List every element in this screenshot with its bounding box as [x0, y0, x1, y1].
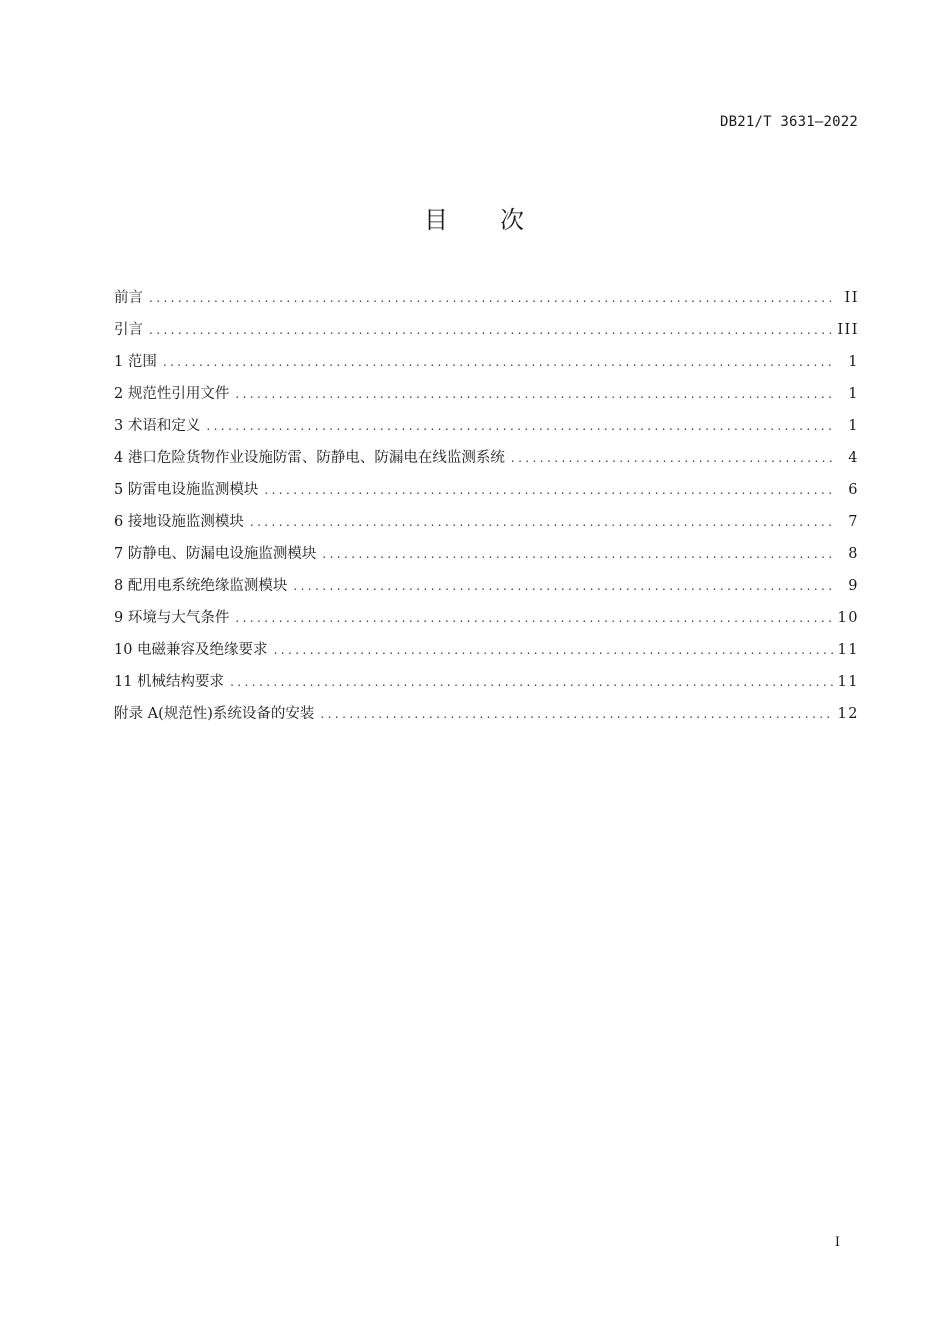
toc-entry-page: 8	[848, 546, 859, 562]
toc-entry-foreword[interactable]	[114, 286, 859, 318]
toc-entry-label: 6 接地设施监测模块	[114, 514, 244, 530]
toc-entry-monitoring-system[interactable]	[114, 446, 859, 478]
toc-entry-label: 2 规范性引用文件	[114, 386, 230, 402]
toc-entry-label: 5 防雷电设施监测模块	[114, 482, 259, 498]
toc-entry-insulation-module[interactable]	[114, 574, 859, 606]
toc-entry-page: 1	[848, 418, 859, 434]
toc-entry-label: 7 防静电、防漏电设施监测模块	[114, 546, 317, 562]
toc-entry-label: 11 机械结构要求	[114, 674, 225, 690]
toc-leader-dots	[206, 414, 835, 438]
toc-leader-dots	[320, 702, 833, 726]
toc-entry-grounding-module[interactable]	[114, 510, 859, 542]
toc-entry-page: 1	[848, 386, 859, 402]
toc-leader-dots	[230, 670, 833, 694]
title-char-1: 目	[424, 206, 450, 234]
toc-entry-label: 引言	[114, 322, 143, 338]
toc-entry-normative-references[interactable]	[114, 382, 859, 414]
toc-entry-label: 9 环境与大气条件	[114, 610, 230, 626]
title-char-2: 次	[500, 206, 526, 234]
toc-entry-page: 11	[837, 642, 859, 658]
toc-entry-label: 1 范围	[114, 354, 157, 370]
toc-entry-label: 前言	[114, 290, 143, 306]
toc-entry-page: 6	[848, 482, 859, 498]
toc-entry-label: 4 港口危险货物作业设施防雷、防静电、防漏电在线监测系统	[114, 450, 505, 466]
toc-leader-dots	[293, 574, 835, 598]
toc-leader-dots	[322, 542, 835, 566]
toc-entry-page: II	[844, 290, 859, 306]
toc-entry-page: 4	[848, 450, 859, 466]
toc-entry-label: 10 电磁兼容及绝缘要求	[114, 642, 268, 658]
toc-entry-page: 9	[848, 578, 859, 594]
toc-entry-label: 8 配用电系统绝缘监测模块	[114, 578, 288, 594]
toc-entry-page: 10	[837, 610, 859, 626]
toc-entry-emc-insulation[interactable]	[114, 638, 859, 670]
toc-entry-mechanical-structure[interactable]	[114, 670, 859, 702]
toc-leader-dots	[235, 382, 835, 406]
toc-leader-dots	[511, 446, 835, 470]
toc-entry-appendix-a[interactable]	[114, 702, 859, 734]
toc-entry-label: 3 术语和定义	[114, 418, 201, 434]
toc-entry-static-leakage-module[interactable]	[114, 542, 859, 574]
toc-leader-dots	[274, 638, 834, 662]
toc-entry-page: 11	[837, 674, 859, 690]
page-title	[0, 200, 950, 235]
toc-entry-page: III	[837, 322, 859, 338]
toc-leader-dots	[149, 286, 835, 310]
toc-entry-page: 7	[848, 514, 859, 530]
toc-leader-dots	[149, 318, 833, 342]
toc-entry-terms-definitions[interactable]	[114, 414, 859, 446]
toc-entry-scope[interactable]	[114, 350, 859, 382]
toc-leader-dots	[264, 478, 835, 502]
toc-entry-label: 附录 A(规范性)系统设备的安装	[114, 706, 315, 722]
page-number: I	[834, 1235, 840, 1250]
toc-entry-environment[interactable]	[114, 606, 859, 638]
toc-leader-dots	[250, 510, 835, 534]
toc-entry-page: 1	[848, 354, 859, 370]
toc-entry-introduction[interactable]	[114, 318, 859, 350]
toc-entry-page: 12	[837, 706, 859, 722]
toc-leader-dots	[235, 606, 833, 630]
toc-leader-dots	[163, 350, 835, 374]
table-of-contents	[114, 286, 859, 734]
toc-entry-lightning-module[interactable]	[114, 478, 859, 510]
document-number: DB21/T 3631—2022	[719, 114, 858, 130]
